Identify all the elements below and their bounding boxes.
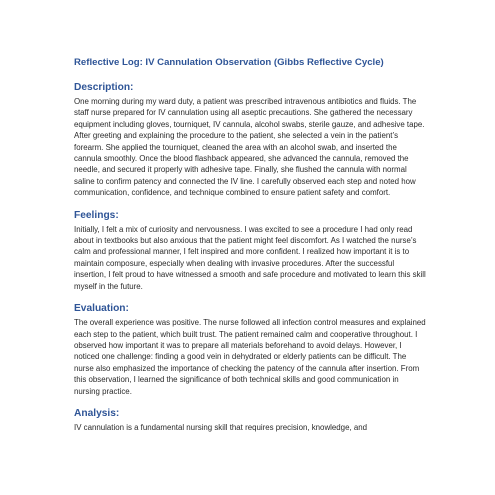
- section-body-feelings: Initially, I felt a mix of curiosity and nervousness. I was excited to see a procedure I had only read about in textbooks but also anxious that the patient might feel discomfort. As I watched the nurse’s calm and professional manner, I felt inspired and more confident. I realized how important it is to maintain composure, especially when dealing with invasive procedures. After the successful insertion, I felt proud to have witnessed a smooth and safe procedure and motivated to learn this skill myself in the future.: [74, 224, 426, 291]
- section-body-evaluation: The overall experience was positive. The nurse followed all infection control measures and explained each step to the patient, which built trust. The patient remained calm and cooperative throughout. I observed how important it was to prepare all materials beforehand to avoid delays. However, I noticed one challenge: finding a good vein in dehydrated or elderly patients can be difficult. The nurse also emphasized the importance of checking the patency of the cannula after insertion. From this observation, I learned the significance of both technical skills and good communication in nursing practice.: [74, 318, 426, 396]
- section-heading-analysis: Analysis:: [74, 407, 120, 419]
- section-body-analysis: IV cannulation is a fundamental nursing skill that requires precision, knowledge, and: [74, 422, 368, 432]
- section-heading-description: Description:: [74, 82, 134, 93]
- section-analysis: [74, 407, 426, 433]
- section-evaluation: [74, 302, 426, 397]
- section-heading-feelings: Feelings:: [74, 209, 119, 221]
- section-body-description: One morning during my ward duty, a patient was prescribed intravenous antibiotics and fluids. The staff nurse prepared for IV cannulation using all aseptic precautions. She gathered the necessary equipment including gloves, tourniquet, IV cannula, alcohol swabs, sterile gauze, and adhesive tape. After greeting and explaining the procedure to the patient, she selected a vein in the patient’s forearm. She applied the tourniquet, cleaned the area with an alcohol swab, and inserted the cannula smoothly. Once the blood flashback appeared, she advanced the cannula, removed the needle, and secured it properly with adhesive tape. Finally, she flushed the cannula with normal saline to confirm patency and connected the IV line. I carefully observed each step and noted how communication, confidence, and technique combined to ensure patient safety and comfort.: [74, 97, 425, 198]
- document-content: [74, 56, 426, 433]
- section-description: [74, 81, 426, 199]
- section-feelings: [74, 209, 426, 292]
- document-title: Reflective Log: IV Cannulation Observation (Gibbs Reflective Cycle): [74, 57, 384, 68]
- section-heading-evaluation: Evaluation:: [74, 303, 129, 315]
